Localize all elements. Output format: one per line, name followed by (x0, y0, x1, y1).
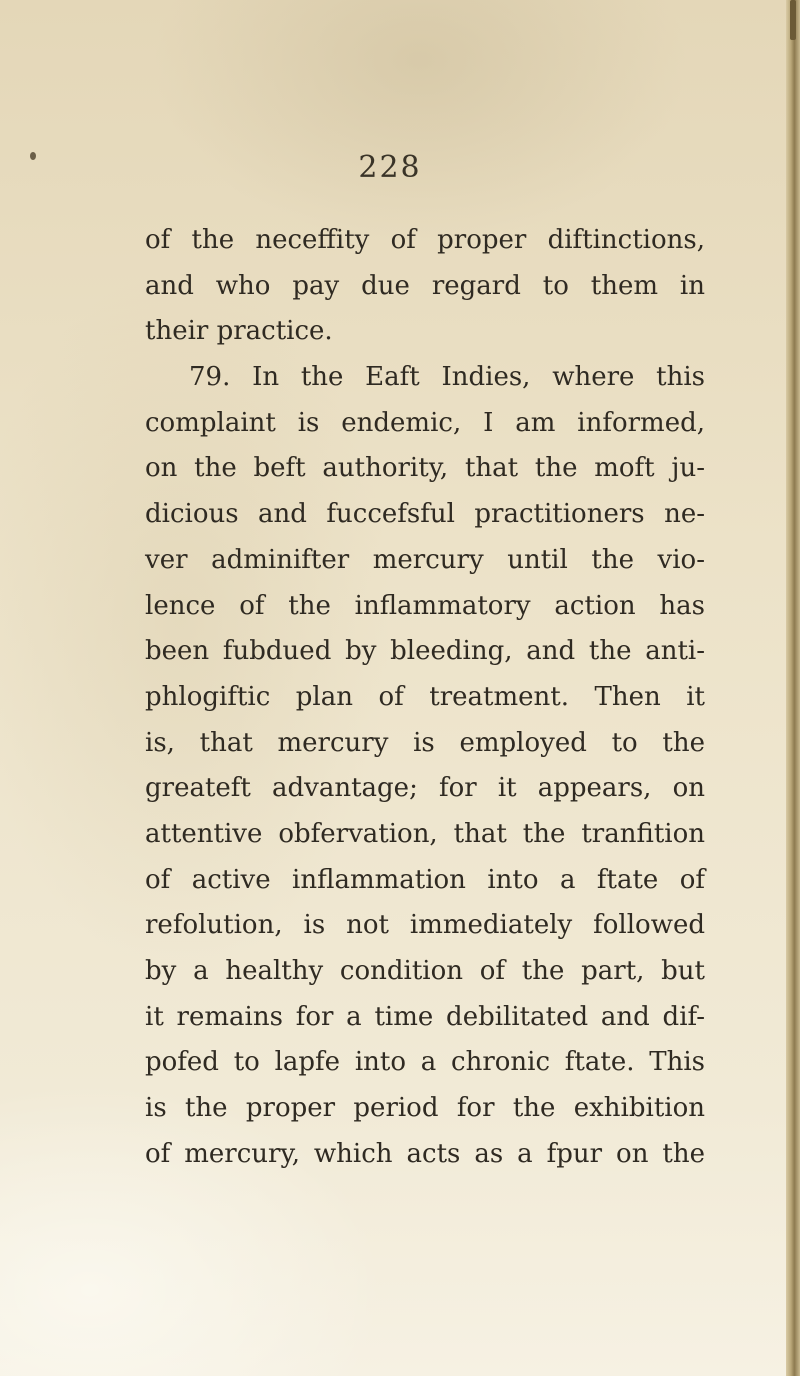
text-line: attentive obfervation, that the tranfition (145, 818, 705, 849)
text-line: of the neceffity of proper diftinctions, (145, 225, 705, 255)
text-line: their practice. (145, 316, 333, 347)
page-edge-mark (790, 0, 796, 40)
text-line: complaint is endemic, I am informed, (145, 407, 705, 438)
page-number: 228 (358, 150, 422, 185)
text-line: phlogiftic plan of treatment. Then it (145, 681, 705, 712)
text-line: is, that mercury is employed to the (145, 727, 705, 758)
text-line: ver adminifter mercury until the vio- (145, 544, 705, 575)
text-line: is the proper period for the exhibition (145, 1093, 705, 1124)
text-line: been fubdued by bleeding, and the anti- (145, 636, 705, 667)
text-line: of mercury, which acts as a fpur on the (145, 1138, 705, 1169)
text-line: by a healthy condition of the part, but (145, 956, 705, 986)
body-text (145, 218, 705, 1177)
text-line: 79. In the Eaft Indies, where this (189, 362, 705, 393)
text-line: of active inflammation into a ftate of (145, 864, 705, 895)
text-line: on the beft authority, that the moft ju- (145, 453, 705, 484)
page-edge (786, 0, 800, 1376)
text-line: pofed to lapfe into a chronic ftate. This (145, 1047, 705, 1078)
text-line: refolution, is not immediately followed (145, 910, 705, 941)
text-line: greateft advantage; for it appears, on (145, 773, 705, 804)
text-line: and who pay due regard to them in (145, 270, 705, 301)
text-line: dicious and fuccefsful practitioners ne- (145, 499, 705, 530)
text-line: it remains for a time debilitated and dif- (145, 1001, 705, 1032)
text-line: lence of the inflammatory action has (145, 590, 705, 621)
